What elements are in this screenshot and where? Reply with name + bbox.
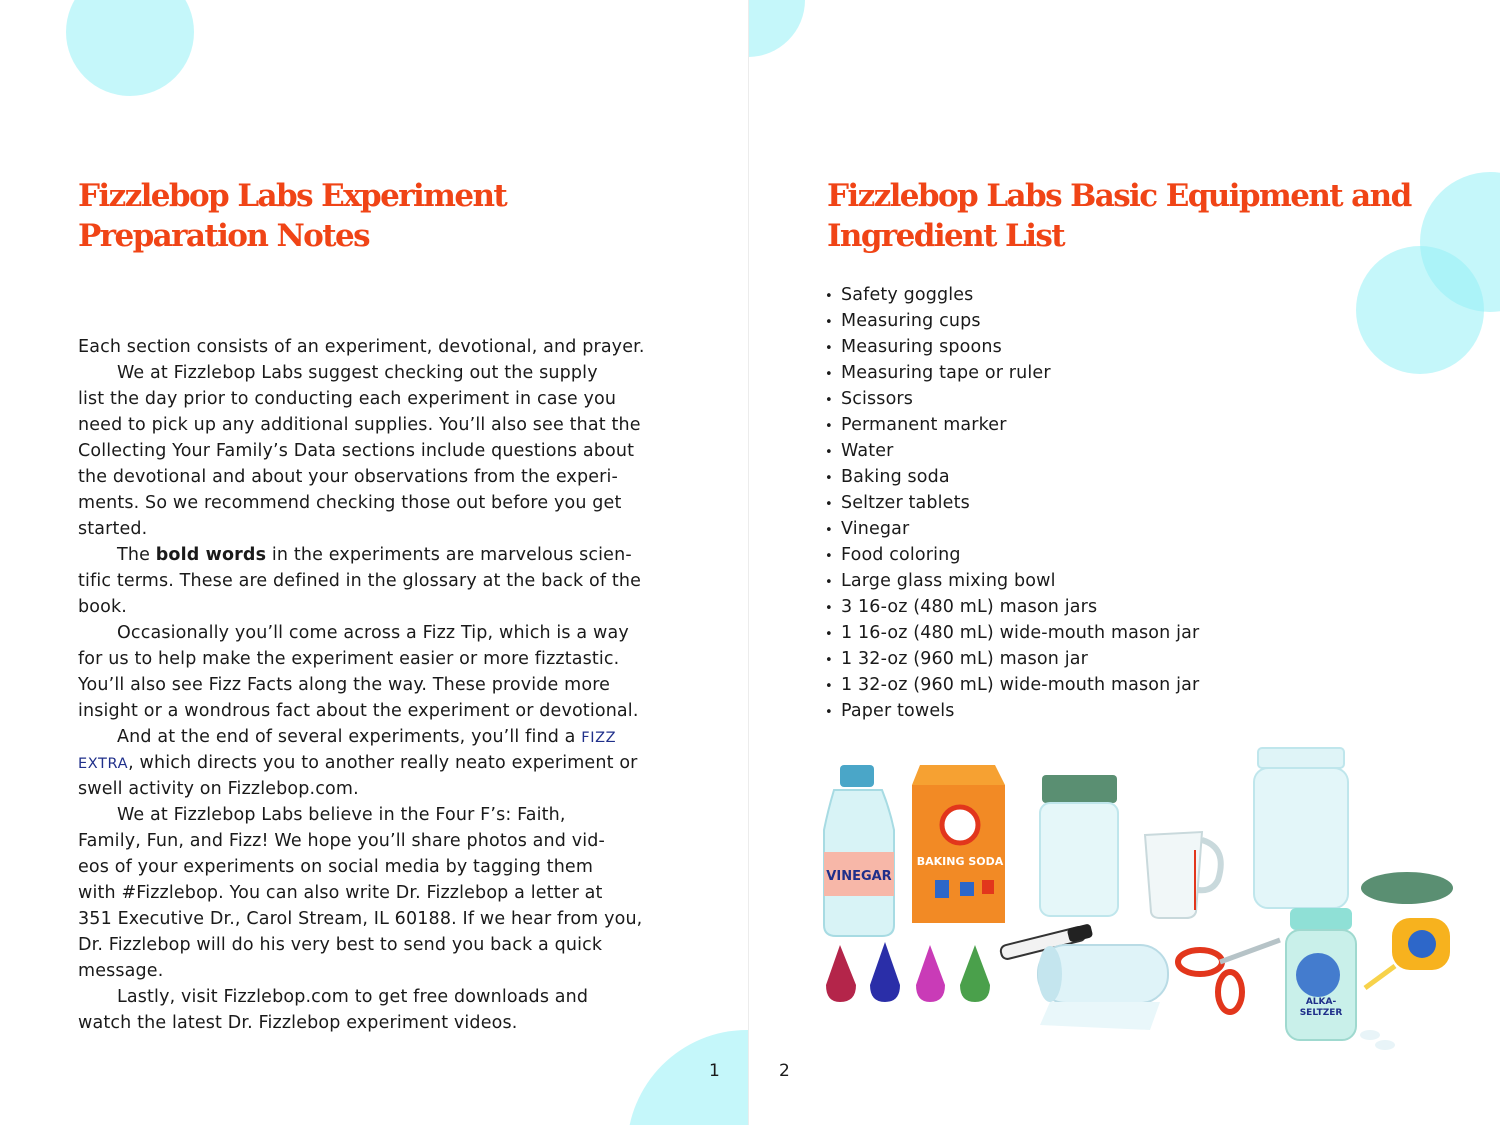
left-page-title bbox=[78, 176, 506, 256]
list-item bbox=[825, 308, 1199, 334]
bullet-icon: • bbox=[825, 497, 833, 512]
jar-lid-icon bbox=[1361, 872, 1453, 904]
list-item-label: Food coloring bbox=[841, 545, 961, 565]
bullet-icon: • bbox=[825, 705, 833, 720]
body-line: We at Fizzlebop Labs suggest checking out the supply bbox=[117, 363, 598, 383]
right-page-title bbox=[827, 176, 1411, 256]
list-item bbox=[825, 412, 1199, 438]
large-mason-jar-icon bbox=[1254, 748, 1348, 908]
seltzer-label: SELTZER bbox=[1299, 1008, 1343, 1018]
list-item-label: Baking soda bbox=[841, 467, 950, 487]
body-line: Lastly, visit Fizzlebop.com to get free downloads and bbox=[117, 987, 589, 1007]
list-item bbox=[825, 620, 1199, 646]
body-line: swell activity on Fizzlebop.com. bbox=[78, 779, 359, 799]
preparation-notes-body bbox=[78, 334, 678, 1036]
decorative-circle bbox=[749, 0, 805, 57]
bullet-icon: • bbox=[825, 315, 833, 330]
bullet-icon: • bbox=[825, 679, 833, 694]
bullet-icon: • bbox=[825, 575, 833, 590]
page-number: 2 bbox=[779, 1061, 790, 1081]
title-line: Fizzlebop Labs Basic Equipment and bbox=[827, 178, 1411, 214]
list-item-label: Measuring tape or ruler bbox=[841, 363, 1051, 383]
list-item-label: Safety goggles bbox=[841, 285, 974, 305]
list-item bbox=[825, 646, 1199, 672]
body-line: book. bbox=[78, 597, 127, 617]
list-item-label: 3 16-oz (480 mL) mason jars bbox=[841, 597, 1098, 617]
title-line: Preparation Notes bbox=[78, 218, 369, 254]
body-text-run: in the experiments are marvelous scien- bbox=[266, 545, 632, 565]
bullet-icon: • bbox=[825, 393, 833, 408]
scissors-icon bbox=[1178, 940, 1280, 1012]
list-item-label: Permanent marker bbox=[841, 415, 1007, 435]
bullet-icon: • bbox=[825, 523, 833, 538]
list-item-label: Vinegar bbox=[841, 519, 910, 539]
body-line bbox=[78, 724, 678, 750]
bullet-icon: • bbox=[825, 549, 833, 564]
body-line: Family, Fun, and Fizz! We hope you’ll share photos and vid- bbox=[78, 831, 605, 851]
list-item bbox=[825, 464, 1199, 490]
page-number: 1 bbox=[709, 1061, 720, 1081]
list-item-label: Paper towels bbox=[841, 701, 955, 721]
list-item bbox=[825, 568, 1199, 594]
body-line: the devotional and about your observations from the experi- bbox=[78, 467, 619, 487]
list-item bbox=[825, 438, 1199, 464]
bullet-icon: • bbox=[825, 419, 833, 434]
body-line: for us to help make the experiment easier or more fizztastic. bbox=[78, 649, 620, 669]
equipment-list bbox=[825, 282, 1199, 724]
body-line: list the day prior to conducting each experiment in case you bbox=[78, 389, 617, 409]
list-item-label: Measuring cups bbox=[841, 311, 981, 331]
list-item bbox=[825, 516, 1199, 542]
baking-soda-label: BAKING SODA bbox=[916, 855, 1004, 868]
measuring-cup-icon bbox=[1145, 832, 1221, 918]
food-coloring-icon bbox=[826, 942, 990, 1002]
body-line: Occasionally you’ll come across a Fizz Tip, which is a way bbox=[117, 623, 629, 643]
list-item bbox=[825, 334, 1199, 360]
list-item-label: 1 32-oz (960 mL) wide-mouth mason jar bbox=[841, 675, 1200, 695]
baking-soda-box-icon bbox=[912, 765, 1005, 923]
body-line: with #Fizzlebop. You can also write Dr. Fizzlebop a letter at bbox=[78, 883, 603, 903]
vinegar-bottle-icon bbox=[824, 765, 894, 936]
body-line: Collecting Your Family’s Data sections include questions about bbox=[78, 441, 635, 461]
bold-words-example: bold words bbox=[155, 545, 267, 565]
list-item bbox=[825, 542, 1199, 568]
list-item bbox=[825, 672, 1199, 698]
mason-jar-icon bbox=[1040, 775, 1118, 916]
body-line: Each section consists of an experiment, devotional, and prayer. bbox=[78, 337, 645, 357]
list-item-label: Scissors bbox=[841, 389, 914, 409]
decorative-circle bbox=[66, 0, 194, 96]
decorative-circle bbox=[1356, 246, 1484, 374]
body-line bbox=[78, 542, 678, 568]
body-text-run: The bbox=[117, 545, 156, 565]
body-line: tific terms. These are defined in the glossary at the back of the bbox=[78, 571, 642, 591]
equipment-illustration bbox=[810, 740, 1470, 1070]
list-item-label: Large glass mixing bowl bbox=[841, 571, 1056, 591]
fizz-extra-label: EXTRA bbox=[78, 756, 129, 772]
bullet-icon: • bbox=[825, 367, 833, 382]
body-line: ments. So we recommend checking those out before you get bbox=[78, 493, 622, 513]
body-line: message. bbox=[78, 961, 164, 981]
body-line: You’ll also see Fizz Facts along the way. These provide more bbox=[78, 675, 611, 695]
seltzer-label: ALKA- bbox=[1305, 997, 1337, 1007]
bullet-icon: • bbox=[825, 289, 833, 304]
list-item-label: Measuring spoons bbox=[841, 337, 1002, 357]
list-item bbox=[825, 594, 1199, 620]
tape-measure-icon bbox=[1365, 918, 1450, 988]
list-item bbox=[825, 282, 1199, 308]
list-item bbox=[825, 360, 1199, 386]
list-item-label: 1 32-oz (960 mL) mason jar bbox=[841, 649, 1088, 669]
vinegar-label: VINEGAR bbox=[826, 869, 892, 884]
paper-towel-icon bbox=[1038, 945, 1168, 1030]
list-item bbox=[825, 490, 1199, 516]
bullet-icon: • bbox=[825, 341, 833, 356]
left-page bbox=[0, 0, 749, 1125]
body-line: Dr. Fizzlebop will do his very best to send you back a quick bbox=[78, 935, 603, 955]
list-item bbox=[825, 698, 1199, 724]
body-line: We at Fizzlebop Labs believe in the Four F’s: Faith, bbox=[117, 805, 566, 825]
body-line: need to pick up any additional supplies. You’ll also see that the bbox=[78, 415, 641, 435]
list-item-label: 1 16-oz (480 mL) wide-mouth mason jar bbox=[841, 623, 1200, 643]
body-line: watch the latest Dr. Fizzlebop experiment videos. bbox=[78, 1013, 518, 1033]
bullet-icon: • bbox=[825, 653, 833, 668]
body-line bbox=[78, 750, 678, 776]
title-line: Ingredient List bbox=[827, 218, 1064, 254]
body-line: started. bbox=[78, 519, 148, 539]
list-item-label: Water bbox=[841, 441, 894, 461]
bullet-icon: • bbox=[825, 627, 833, 642]
fizz-extra-label: FIZZ bbox=[581, 730, 617, 746]
list-item-label: Seltzer tablets bbox=[841, 493, 970, 513]
bullet-icon: • bbox=[825, 445, 833, 460]
body-line: 351 Executive Dr., Carol Stream, IL 60188. If we hear from you, bbox=[78, 909, 643, 929]
bullet-icon: • bbox=[825, 601, 833, 616]
list-item bbox=[825, 386, 1199, 412]
body-line: eos of your experiments on social media by tagging them bbox=[78, 857, 594, 877]
title-line: Fizzlebop Labs Experiment bbox=[78, 178, 507, 214]
body-text-run: And at the end of several experiments, you’ll find a bbox=[117, 727, 582, 747]
body-text-run: , which directs you to another really neato experiment or bbox=[128, 753, 638, 773]
bullet-icon: • bbox=[825, 471, 833, 486]
decorative-circle bbox=[627, 1030, 749, 1125]
body-line: insight or a wondrous fact about the experiment or devotional. bbox=[78, 701, 639, 721]
